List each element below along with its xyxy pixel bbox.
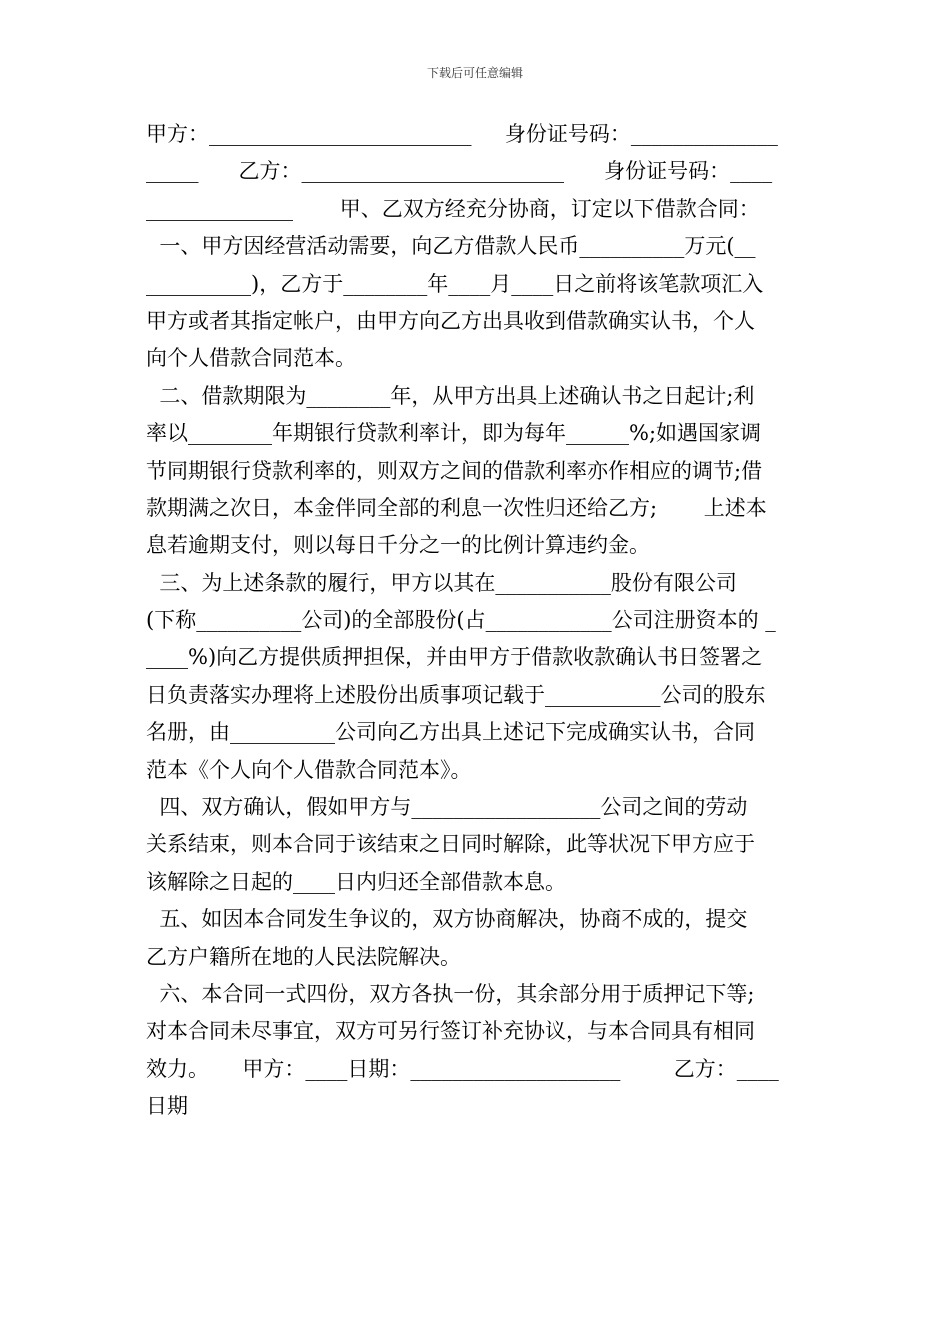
text-line: 三、为上述条款的履行，甲方以其在___________股份有限公司 [146,570,737,595]
text-line: 六、本合同一式四份，双方各执一份，其余部分用于质押记下等; [146,981,755,1006]
text-line: 关系结束，则本合同于该结束之日同时解除，此等状况下甲方应于 [146,832,755,857]
text-line: 效力。 甲方：____日期：____________________ 乙方：____ [146,1056,779,1081]
text-line: 甲方或者其指定帐户，由甲方向乙方出具收到借款确实认书，个人 [146,308,755,333]
text-line: 息若逾期支付，则以每日千分之一的比例计算违约金。 [146,533,650,558]
text-line: (下称__________公司)的全部股份(占____________公司注册资本的 _ [146,608,776,633]
text-line: 范本《个人向个人借款合同范本》。 [146,757,472,782]
text-line: 节同期银行贷款利率的，则双方之间的借款利率亦作相应的调节;借 [146,458,763,483]
text-line: 款期满之次日，本金伴同全部的利息一次性归还给乙方; 上述本 [146,495,767,520]
text-line: 乙方户籍所在地的人民法院解决。 [146,944,461,969]
text-line: 日负责落实办理将上述股份出质事项记载于___________公司的股东 [146,682,766,707]
text-line: 名册，由__________公司向乙方出具上述记下完成确实认书，合同 [146,720,755,745]
text-line: 日期 [146,1094,188,1119]
header-note: 下载后可任意编辑 [426,66,523,80]
text-line: 向个人借款合同范本。 [146,346,356,371]
text-line: _____ 乙方：_________________________ 身份证号码：____ [146,159,773,184]
text-line: ____%)向乙方提供质押担保，并由甲方于借款收款确认书日签署之 [146,645,763,670]
text-line: __________)，乙方于________年____月____日之前将该笔款项汇入 [146,271,764,296]
text-line: 五、如因本合同发生争议的，双方协商解决，协商不成的，提交 [146,907,748,932]
text-line: 率以________年期银行贷款利率计，即为每年______%;如遇国家调 [146,421,762,446]
text-line: ______________ 甲、乙双方经充分协商，订定以下借款合同： [146,196,760,221]
text-line: 一、甲方因经营活动需要，向乙方借款人民币__________万元(__ [146,234,756,259]
text-line: 四、双方确认，假如甲方与__________________公司之间的劳动 [146,795,748,820]
text-line: 对本合同未尽事宜，双方可另行签订补充协议，与本合同具有相同 [146,1019,755,1044]
text-line: 二、借款期限为________年，从甲方出具上述确认书之日起计;利 [146,383,755,408]
text-line: 该解除之日起的____日内归还全部借款本息。 [146,869,566,894]
text-line: 甲方：_________________________ 身份证号码：______________ [146,122,778,146]
contract-body [146,116,806,1126]
